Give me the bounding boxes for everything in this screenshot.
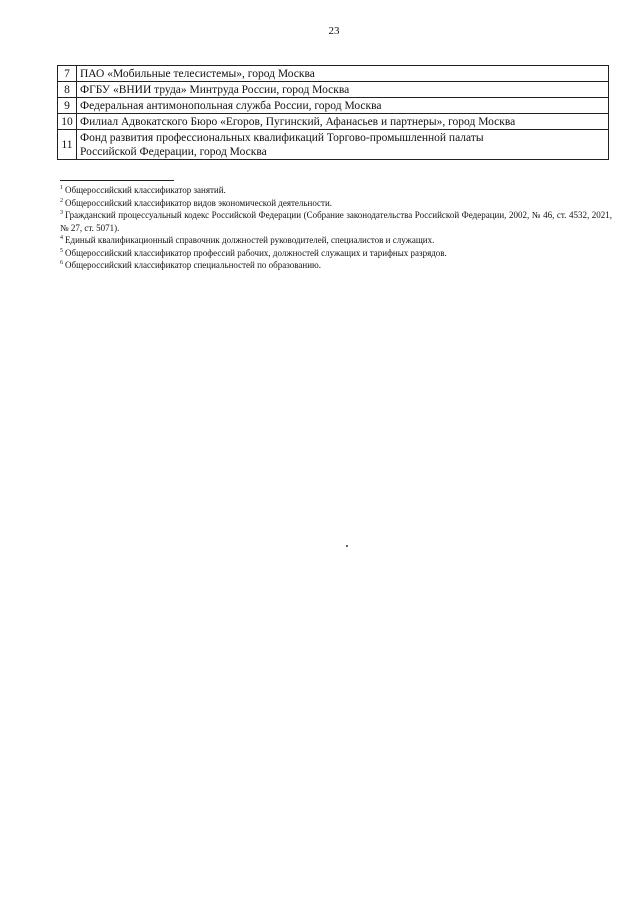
footnote-separator	[60, 180, 174, 181]
organization-name: Филиал Адвокатского Бюро «Егоров, Пугинский, Афанасьев и партнеры», город Москва	[77, 114, 609, 130]
footnote	[60, 184, 612, 197]
row-number: 7	[58, 66, 77, 82]
footnote	[60, 209, 612, 234]
row-number: 8	[58, 82, 77, 98]
footnote-mark: 4	[60, 235, 63, 241]
organization-name: Федеральная антимонопольная служба России, город Москва	[77, 98, 609, 114]
organization-name: ФГБУ «ВНИИ труда» Минтруда России, город Москва	[77, 82, 609, 98]
footnote	[60, 247, 612, 260]
table-row	[58, 130, 609, 160]
organization-name: ПАО «Мобильные телесистемы», город Москва	[77, 66, 609, 82]
organization-name-line-1: Фонд развития профессиональных квалификаций Торгово-промышленной палаты	[80, 132, 484, 144]
footnotes-list	[60, 184, 612, 272]
footnote-mark: 1	[60, 185, 63, 191]
footnote-mark: 5	[60, 247, 63, 254]
footnote	[60, 259, 612, 272]
footnote-text: Общероссийский классификатор специальностей по образованию.	[65, 260, 321, 270]
row-number: 9	[58, 98, 77, 114]
row-number: 11	[58, 130, 77, 160]
table-row	[58, 114, 609, 130]
row-number: 10	[58, 114, 77, 130]
organization-name	[77, 130, 609, 160]
footnote-mark: 6	[60, 260, 63, 266]
table-row	[58, 82, 609, 98]
table-row	[58, 66, 609, 82]
footnote-text: Общероссийский классификатор занятий.	[65, 185, 226, 195]
page-number: 23	[328, 25, 340, 37]
footnote-text: Гражданский процессуальный кодекс Российской Федерации (Собрание законодательства Российской Федерации, 2002, № 46, ст. 4532, 2021, № 27, ст. 5071).	[60, 210, 612, 233]
footnote-text: Общероссийский классификатор видов экономической деятельности.	[65, 197, 333, 208]
footnote	[60, 234, 612, 247]
table-row	[58, 98, 609, 114]
footnote-mark: 3	[60, 210, 63, 216]
organizations-table	[57, 65, 609, 160]
scan-speck	[346, 545, 348, 547]
footnote-text: Общероссийский классификатор профессий рабочих, должностей служащих и тарифных разрядов.	[65, 247, 447, 258]
footnote-mark: 2	[60, 197, 63, 204]
organization-name-line-2: Российской Федерации, город Москва	[80, 146, 267, 158]
footnote-text: Единый квалификационный справочник должностей руководителей, специалистов и служащих.	[65, 235, 435, 245]
footnote	[60, 197, 612, 210]
